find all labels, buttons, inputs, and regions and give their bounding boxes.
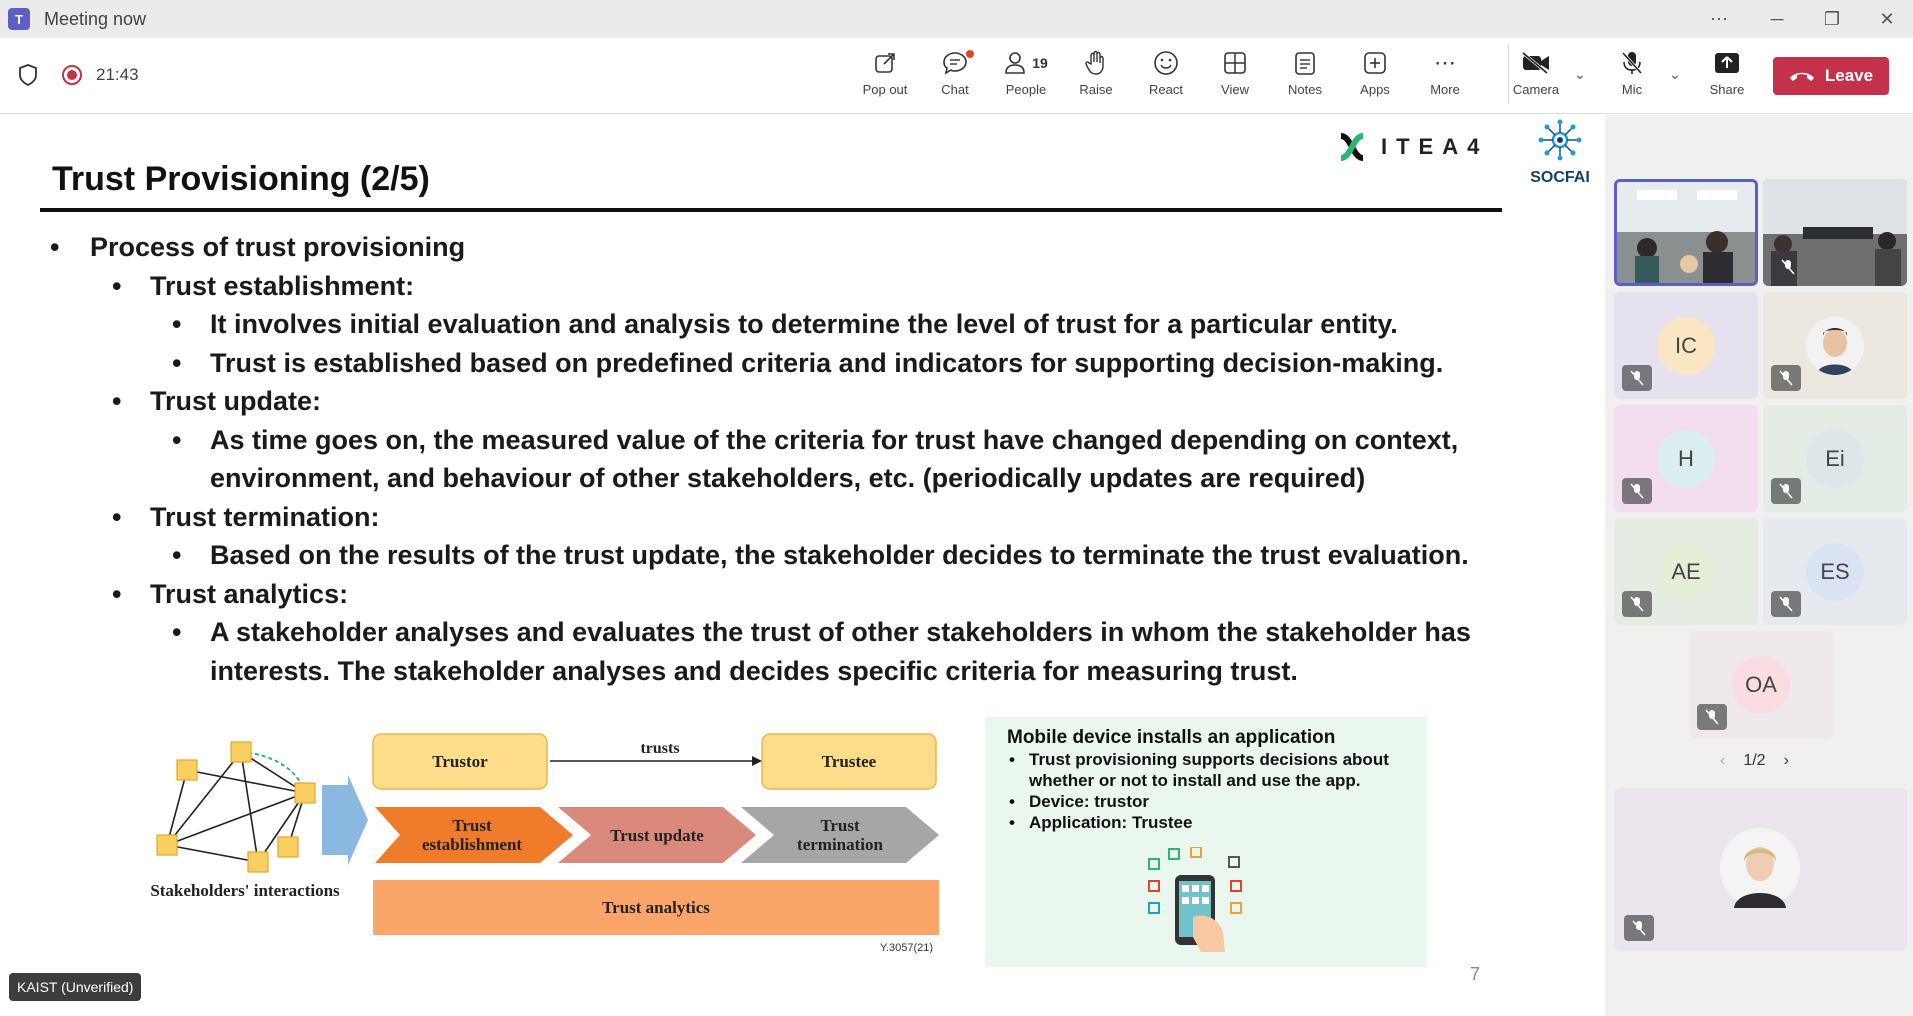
participant-tile[interactable] bbox=[1689, 631, 1833, 738]
restore-icon[interactable]: ❐ bbox=[1823, 8, 1841, 29]
leave-label: Leave bbox=[1824, 66, 1874, 85]
leave-button[interactable] bbox=[1773, 57, 1889, 95]
bullet-item: • Process of trust provisioning bbox=[50, 232, 466, 262]
participant-tile-video[interactable] bbox=[1614, 179, 1758, 286]
muted-indicator bbox=[1624, 915, 1654, 941]
title-divider bbox=[40, 208, 1502, 212]
trust-update-box: Trust update bbox=[610, 825, 704, 845]
people-count: 19 bbox=[1032, 55, 1048, 71]
notes-button[interactable]: Notes bbox=[1273, 48, 1337, 106]
trustee-box: Trustee bbox=[821, 752, 877, 771]
mic-off-icon bbox=[1630, 370, 1644, 386]
people-icon bbox=[1004, 48, 1048, 78]
trusts-label: trusts bbox=[640, 739, 680, 757]
trust-lifecycle-diagram bbox=[130, 725, 950, 965]
minimize-icon[interactable]: ─ bbox=[1770, 8, 1784, 29]
participant-tile[interactable] bbox=[1614, 405, 1758, 512]
avatar: IC bbox=[1657, 317, 1715, 375]
slide-bullets bbox=[40, 228, 1510, 690]
avatar-photo bbox=[1720, 828, 1800, 908]
more-icon: ⋯ bbox=[1434, 50, 1456, 75]
title-bar bbox=[0, 0, 1913, 38]
people-button[interactable]: 19 People bbox=[994, 48, 1058, 106]
muted-indicator bbox=[1771, 591, 1801, 617]
notes-icon bbox=[1294, 48, 1316, 78]
chat-button[interactable]: Chat bbox=[923, 48, 987, 106]
bullet-item: • Trust establishment: bbox=[112, 270, 415, 301]
itea4-logo: ITEA4 bbox=[1335, 130, 1488, 164]
react-button[interactable]: React bbox=[1134, 48, 1198, 106]
muted-indicator bbox=[1773, 254, 1803, 280]
apps-icon bbox=[1363, 48, 1387, 78]
share-button[interactable]: Share bbox=[1695, 48, 1759, 106]
mic-off-icon bbox=[1779, 370, 1793, 386]
shield-icon[interactable] bbox=[18, 64, 38, 86]
mic-off-icon bbox=[1779, 483, 1793, 499]
camera-options-chevron-icon[interactable]: ⌄ bbox=[1574, 66, 1586, 82]
window-options-icon[interactable]: ⋯ bbox=[1710, 8, 1728, 29]
socfai-logo-icon bbox=[1535, 118, 1585, 162]
phone-apps-illustration bbox=[1143, 847, 1253, 957]
raise-hand-icon bbox=[1084, 48, 1108, 78]
avatar: AE bbox=[1657, 543, 1715, 601]
muted-indicator bbox=[1771, 478, 1801, 504]
pager-prev-icon[interactable]: ‹ bbox=[1720, 752, 1726, 769]
participant-tile[interactable] bbox=[1763, 518, 1907, 625]
pager-next-icon[interactable]: › bbox=[1783, 752, 1789, 769]
meeting-timer: 21:43 bbox=[96, 65, 139, 84]
bullet-item: • Trust analytics: bbox=[112, 578, 349, 609]
gallery-pager bbox=[1720, 752, 1789, 770]
participant-tile[interactable] bbox=[1763, 405, 1907, 512]
participant-tile[interactable] bbox=[1614, 292, 1758, 399]
participant-tile[interactable] bbox=[1614, 518, 1758, 625]
hang-up-icon bbox=[1789, 69, 1815, 83]
mic-button[interactable]: Mic bbox=[1600, 48, 1664, 106]
socfai-logo: SOCFAI bbox=[1520, 118, 1600, 187]
raise-hand-button[interactable]: Raise bbox=[1064, 48, 1128, 106]
mic-off-icon bbox=[1779, 596, 1793, 612]
share-icon bbox=[1714, 48, 1740, 78]
avatar: H bbox=[1657, 430, 1715, 488]
mic-off-icon bbox=[1620, 48, 1644, 78]
mic-off-icon bbox=[1630, 483, 1644, 499]
apps-button[interactable]: Apps bbox=[1343, 48, 1407, 106]
muted-indicator bbox=[1697, 704, 1727, 730]
camera-off-icon bbox=[1521, 48, 1551, 78]
bullet-item: • It involves initial evaluation and analysis to determine the level of trust for a particular entity. bbox=[172, 309, 1398, 339]
bullet-item: • Trust is established based on predefined criteria and indicators for supporting decision-making. bbox=[172, 347, 1444, 378]
bullet-item: • As time goes on, the measured value of the criteria for trust have changed depending on context, environment, and behaviour of other stakeholders, etc. (periodically updates are required) bbox=[172, 424, 1459, 493]
muted-indicator bbox=[1622, 591, 1652, 617]
bullet-item: • A stakeholder analyses and evaluates the trust of other stakeholders in whom the stakeholder has interests. The stakeholder analyses and decides specific criteria for measuring trust. bbox=[172, 617, 1471, 686]
mic-off-icon bbox=[1630, 596, 1644, 612]
react-icon bbox=[1153, 48, 1179, 78]
mobile-item: • Trust provisioning supports decisions about whether or not to install and use the app. bbox=[1007, 749, 1405, 791]
mobile-heading: Mobile device installs an application bbox=[1007, 727, 1336, 748]
mobile-item: • Device: trustor bbox=[1007, 791, 1405, 812]
camera-button[interactable]: Camera bbox=[1504, 48, 1568, 106]
avatar: Ei bbox=[1806, 430, 1864, 488]
presenter-name-chip: KAIST (Unverified) bbox=[9, 973, 141, 1001]
reference-label: Y.3057(21) bbox=[880, 942, 934, 954]
trust-termination-box: Trust termination bbox=[797, 816, 883, 854]
avatar-photo bbox=[1806, 317, 1864, 375]
pager-label: 1/2 bbox=[1743, 752, 1766, 769]
bullet-item: • Trust termination: bbox=[112, 501, 380, 532]
view-icon bbox=[1223, 48, 1247, 78]
close-icon[interactable]: ✕ bbox=[1879, 8, 1895, 29]
mic-options-chevron-icon[interactable]: ⌄ bbox=[1669, 66, 1681, 82]
avatar: OA bbox=[1732, 656, 1790, 714]
window-title: Meeting now bbox=[44, 8, 147, 29]
mic-off-icon bbox=[1632, 920, 1646, 936]
muted-indicator bbox=[1622, 478, 1652, 504]
mobile-item: • Application: Trustee bbox=[1007, 812, 1405, 833]
mic-off-icon bbox=[1705, 709, 1719, 725]
stakeholders-label: Stakeholders' interactions bbox=[150, 880, 340, 900]
slide-page-number: 7 bbox=[1470, 964, 1481, 984]
participant-tile-large[interactable] bbox=[1614, 788, 1907, 951]
video-feed-room bbox=[1617, 182, 1758, 286]
teams-logo-icon: T bbox=[8, 8, 30, 30]
slide-title: Trust Provisioning (2/5) bbox=[52, 160, 430, 198]
participant-tile-video[interactable] bbox=[1763, 179, 1907, 286]
pop-out-icon bbox=[873, 48, 897, 78]
mobile-example-box bbox=[985, 717, 1427, 967]
muted-indicator bbox=[1771, 365, 1801, 391]
trust-analytics-box: Trust analytics bbox=[602, 898, 710, 917]
bullet-item: • Based on the results of the trust update, the stakeholder decides to terminate the trust evaluation. bbox=[172, 540, 1469, 570]
trustor-box: Trustor bbox=[432, 752, 488, 771]
trust-establishment-box: Trust establishment bbox=[421, 816, 523, 854]
itea-logo-icon bbox=[1335, 130, 1369, 164]
muted-indicator bbox=[1622, 365, 1652, 391]
view-button[interactable]: View bbox=[1203, 48, 1267, 106]
avatar: ES bbox=[1806, 543, 1864, 601]
pop-out-button[interactable]: Pop out bbox=[853, 48, 917, 106]
recording-icon bbox=[62, 65, 82, 85]
chat-icon bbox=[942, 48, 968, 78]
more-button[interactable]: ⋯ More bbox=[1430, 50, 1460, 97]
bullet-item: • Trust update: bbox=[112, 386, 322, 416]
mic-off-icon bbox=[1781, 259, 1795, 275]
participant-tile[interactable] bbox=[1763, 292, 1907, 399]
